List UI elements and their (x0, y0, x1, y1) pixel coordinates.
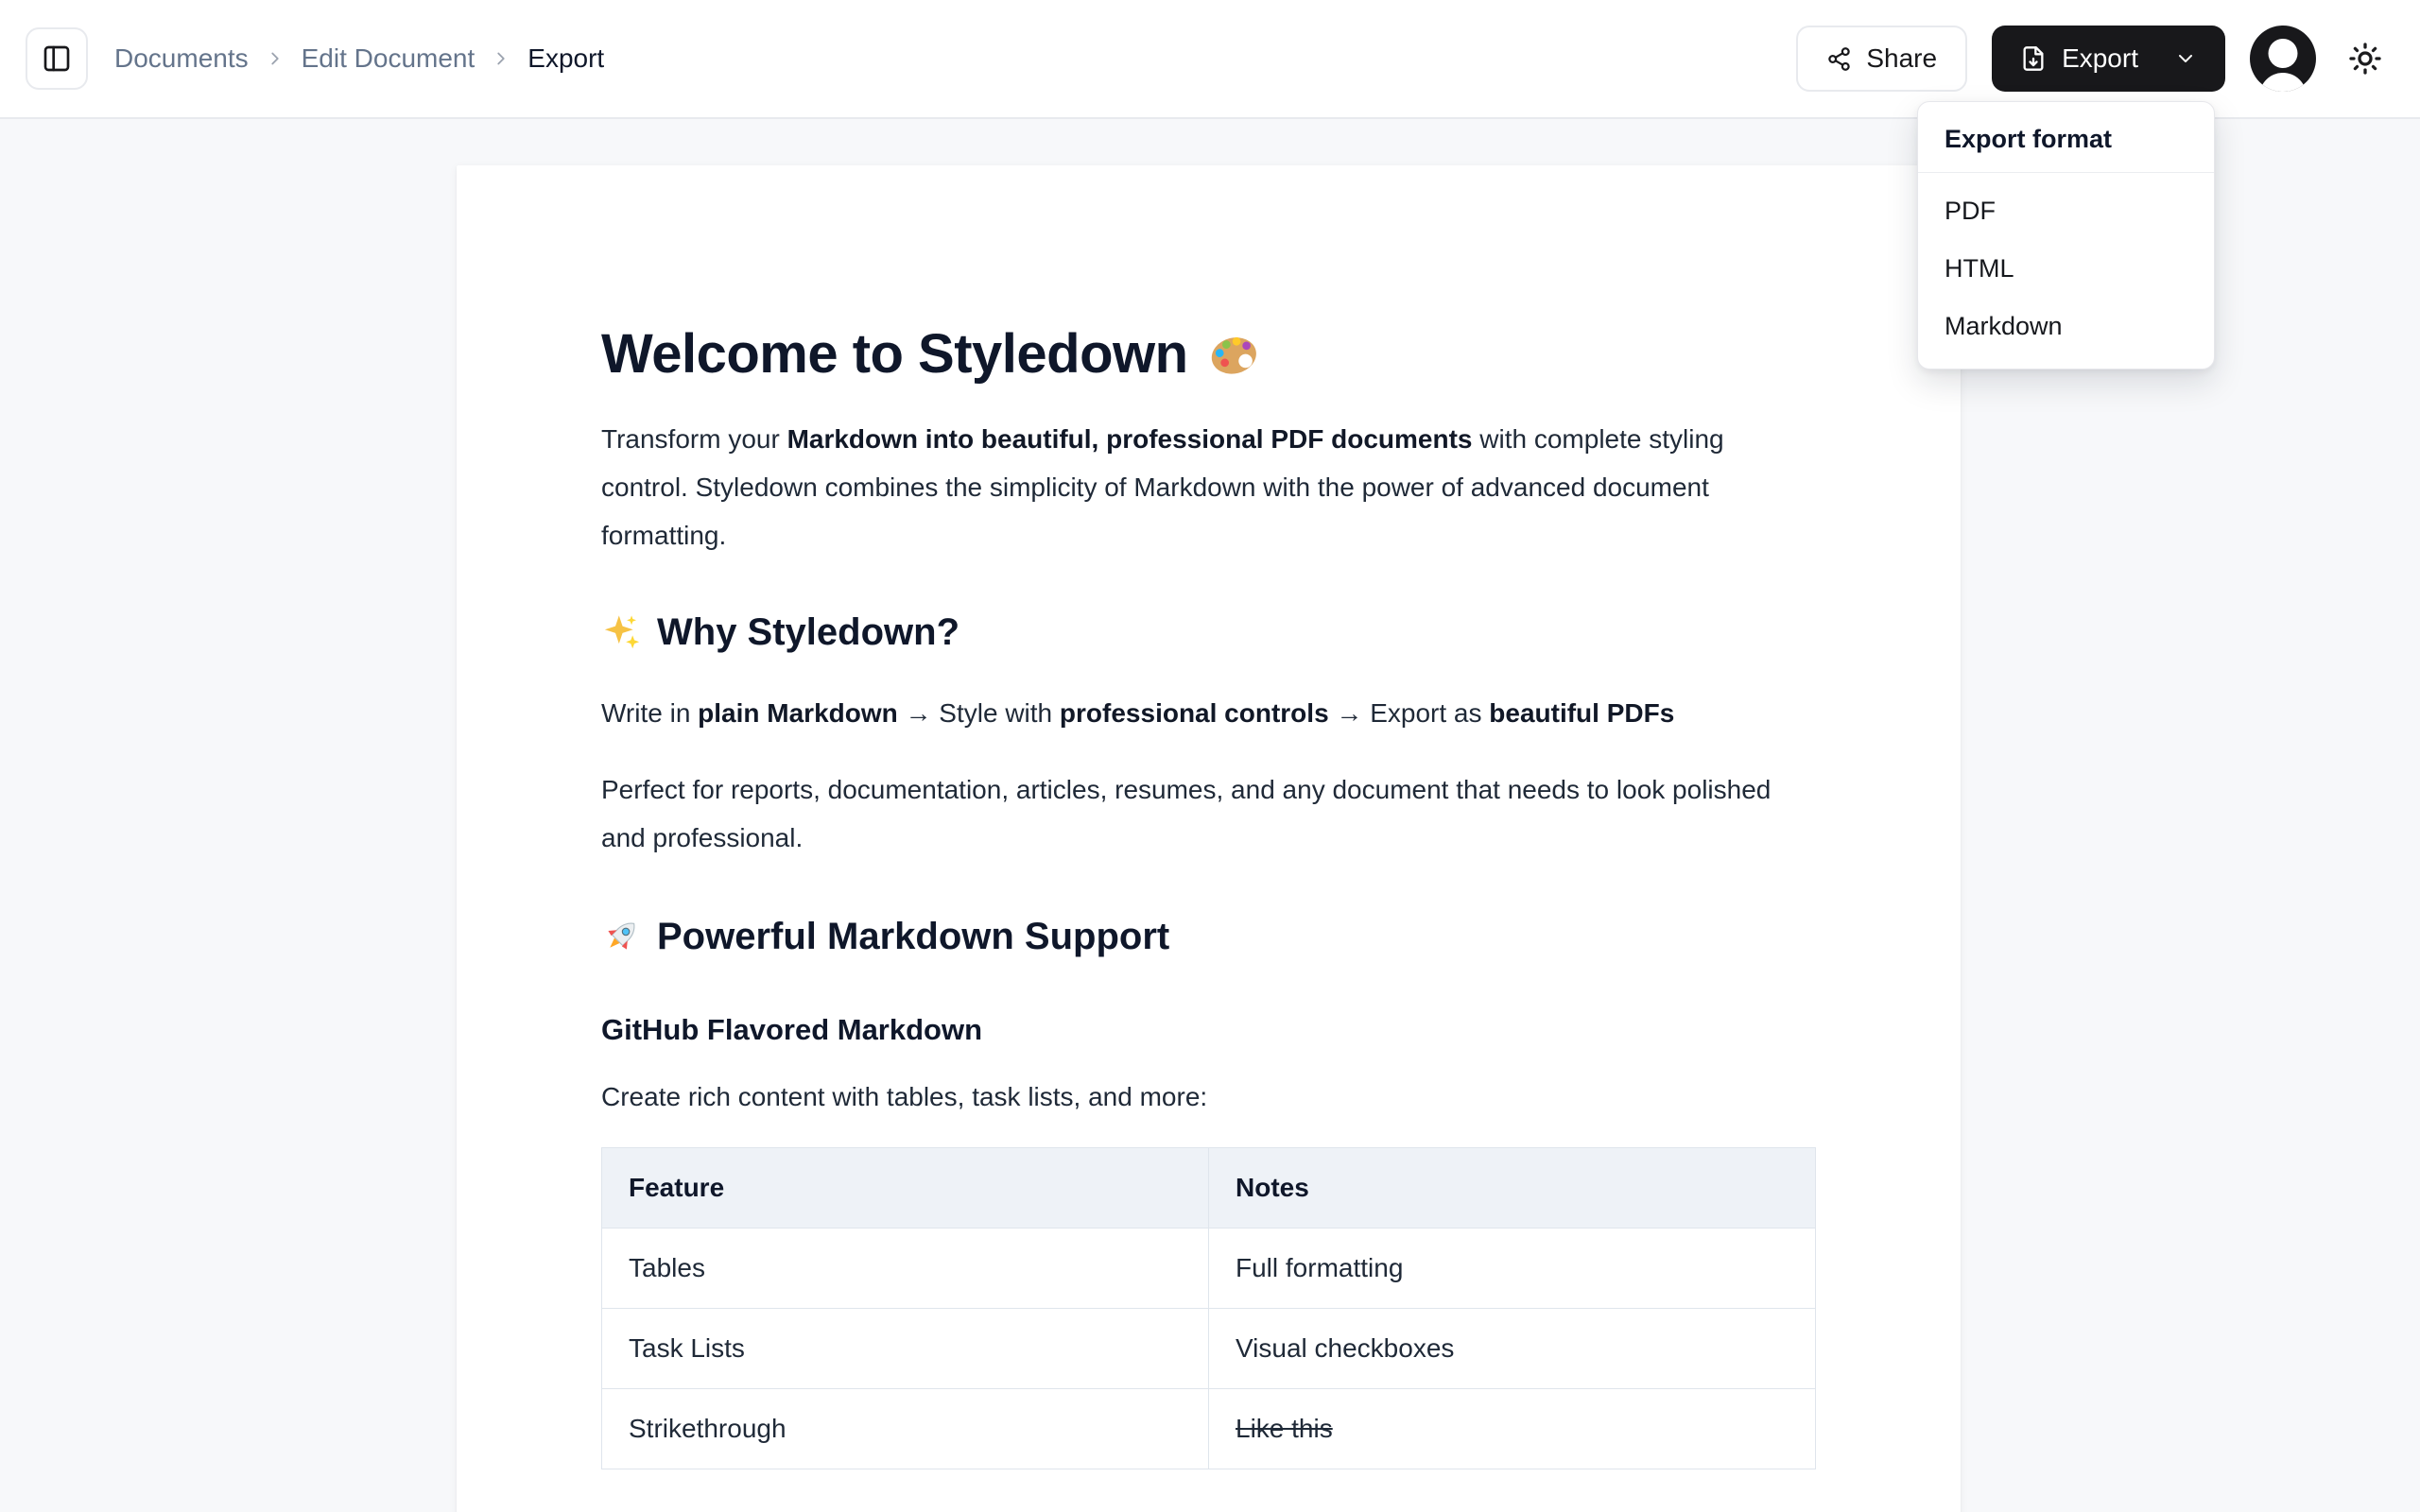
palette-emoji (1207, 328, 1260, 381)
share-icon (1826, 46, 1852, 72)
share-button-label: Share (1866, 43, 1938, 73)
doc-heading-power (601, 914, 1816, 959)
table-header-feature: Feature (602, 1148, 1209, 1228)
breadcrumb-item-export: Export (527, 43, 605, 73)
avatar-shoulders-shape (2259, 73, 2307, 92)
export-format-menu-items (1918, 173, 2214, 369)
breadcrumb-item-documents[interactable]: Documents (114, 43, 249, 73)
sparkles-emoji (601, 612, 641, 652)
doc-heading-gfm: GitHub Flavored Markdown (601, 1013, 983, 1046)
sidebar-toggle-button[interactable] (26, 27, 88, 90)
doc-paragraph-intro: Transform your Markdown into beautiful, professional PDF documents with complete styling control. Styledown combines the simplicity of Markdown with the power of advanced document formatting. (601, 424, 1724, 550)
breadcrumb (114, 43, 604, 74)
doc-heading-power-text: Powerful Markdown Support (657, 916, 1170, 957)
menu-item-markdown[interactable]: Markdown (1945, 312, 2063, 340)
table-cell-notes (1209, 1389, 1816, 1469)
menu-item-pdf[interactable]: PDF (1945, 197, 1996, 225)
doc-paragraph-flow: Write in plain Markdown → Style with professional controls → Export as beautiful PDFs (601, 698, 1675, 728)
table-row (602, 1309, 1816, 1389)
doc-heading-why-text: Why Styledown? (657, 611, 959, 653)
breadcrumb-item-edit-document[interactable]: Edit Document (301, 43, 475, 73)
chevron-down-icon (2174, 47, 2197, 70)
user-avatar[interactable] (2250, 26, 2316, 92)
export-button-label: Export (2062, 43, 2138, 73)
file-download-icon (2020, 45, 2047, 72)
doc-title (601, 324, 1816, 385)
avatar-head-shape (2269, 39, 2298, 68)
theme-toggle-button[interactable] (2348, 42, 2382, 76)
export-format-menu (1917, 101, 2215, 369)
export-button[interactable] (1992, 26, 2225, 92)
strikethrough-text: Like this (1236, 1414, 1333, 1443)
menu-item-html[interactable]: HTML (1945, 254, 2014, 283)
table-cell-notes: Full formatting (1209, 1228, 1816, 1309)
doc-paragraph-create: Create rich content with tables, task lists, and more: (601, 1082, 1208, 1111)
doc-heading-why (601, 610, 1816, 655)
export-format-menu-title: Export format (1918, 102, 2214, 173)
table-header-row (602, 1148, 1816, 1228)
document-card (457, 165, 1961, 1512)
doc-paragraph-perfect: Perfect for reports, documentation, articles, resumes, and any document that needs to look polished and professional. (601, 775, 1772, 852)
chevron-right-icon (265, 48, 285, 69)
share-button[interactable] (1796, 26, 1967, 92)
table-row (602, 1389, 1816, 1469)
document-content (457, 165, 1961, 1469)
features-table (601, 1147, 1816, 1469)
table-row (602, 1228, 1816, 1309)
table-header-notes: Notes (1209, 1148, 1816, 1228)
chevron-right-icon (491, 48, 511, 69)
table-cell-feature: Task Lists (602, 1309, 1209, 1389)
table-cell-feature: Tables (602, 1228, 1209, 1309)
table-cell-notes: Visual checkboxes (1209, 1309, 1816, 1389)
doc-title-text: Welcome to Styledown (601, 323, 1188, 385)
sun-icon (2348, 42, 2382, 76)
panel-left-icon (42, 43, 72, 74)
rocket-emoji (601, 917, 641, 956)
table-cell-feature: Strikethrough (602, 1389, 1209, 1469)
